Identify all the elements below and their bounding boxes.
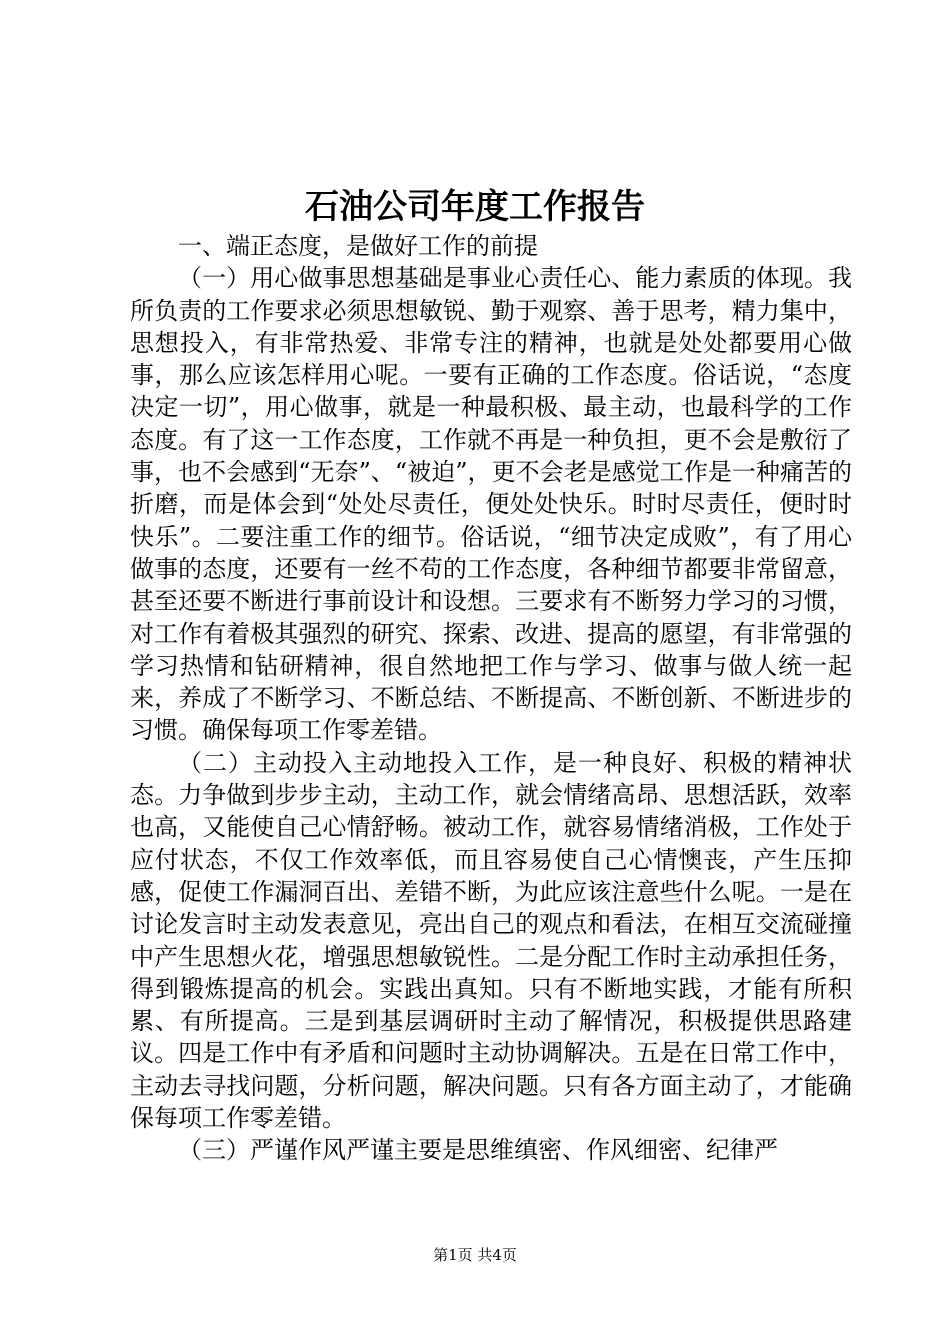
document-body — [130, 230, 852, 1167]
section-heading: 一、端正态度，是做好工作的前提 — [178, 232, 538, 260]
paragraph: （二）主动投入主动地投入工作，是一种良好、积极的精神状态。力争做到步步主动，主动工作，就会情绪高昂、思想活跃，效率也高，又能使自己心情舒畅。被动工作，就容易情绪消极，工作处于应付状态，不仅工作效率低，而且容易使自己心情懊丧，产生压抑感，促使工作漏洞百出、差错不断，为此应该注意些什么呢。一是在讨论发言时主动发表意见，亮出自己的观点和看法，在相互交流碰撞中产生思想火花，增强思想敏锐性。二是分配工作时主动承担任务，得到锻炼提高的机会。实践出真知。只有不断地实践，才能有所积累、有所提高。三是到基层调研时主动了解情况，积极提供思路建议。四是工作中有矛盾和问题时主动协调解决。五是在日常工作中，主动去寻找问题，分析问题，解决问题。只有各方面主动了，才能确保每项工作零差错。 — [130, 748, 852, 1133]
page-number-footer: 第1页 共4页 — [433, 1246, 517, 1264]
paragraph: （一）用心做事思想基础是事业心责任心、能力素质的体现。我所负责的工作要求必须思想敏锐、勤于观察、善于思考，精力集中，思想投入，有非常热爱、非常专注的精神，也就是处处都要用心做事，那么应该怎样用心呢。一要有正确的工作态度。俗话说，“态度决定一切”，用心做事，就是一种最积极、最主动，也最科学的工作态度。有了这一工作态度，工作就不再是一种负担，更不会是敷衍了事，也不会感到“无奈”、“被迫”，更不会老是感觉工作是一种痛苦的折磨，而是体会到“处处尽责任，便处处快乐。时时尽责任，便时时快乐”。二要注重工作的细节。俗话说，“细节决定成败”，有了用心做事的态度，还要有一丝不苟的工作态度，各种细节都要非常留意，甚至还要不断进行事前设计和设想。三要求有不断努力学习的习惯，对工作有着极其强烈的研究、探索、改进、提高的愿望，有非常强的学习热情和钻研精神，很自然地把工作与学习、做事与做人统一起来，养成了不断学习、不断总结、不断提高、不断创新、不断进步的习惯。确保每项工作零差错。 — [130, 264, 852, 745]
document-title: 石油公司年度工作报告 — [305, 187, 645, 227]
paragraph: （三）严谨作风严谨主要是思维缜密、作风细密、纪律严 — [178, 1136, 778, 1165]
